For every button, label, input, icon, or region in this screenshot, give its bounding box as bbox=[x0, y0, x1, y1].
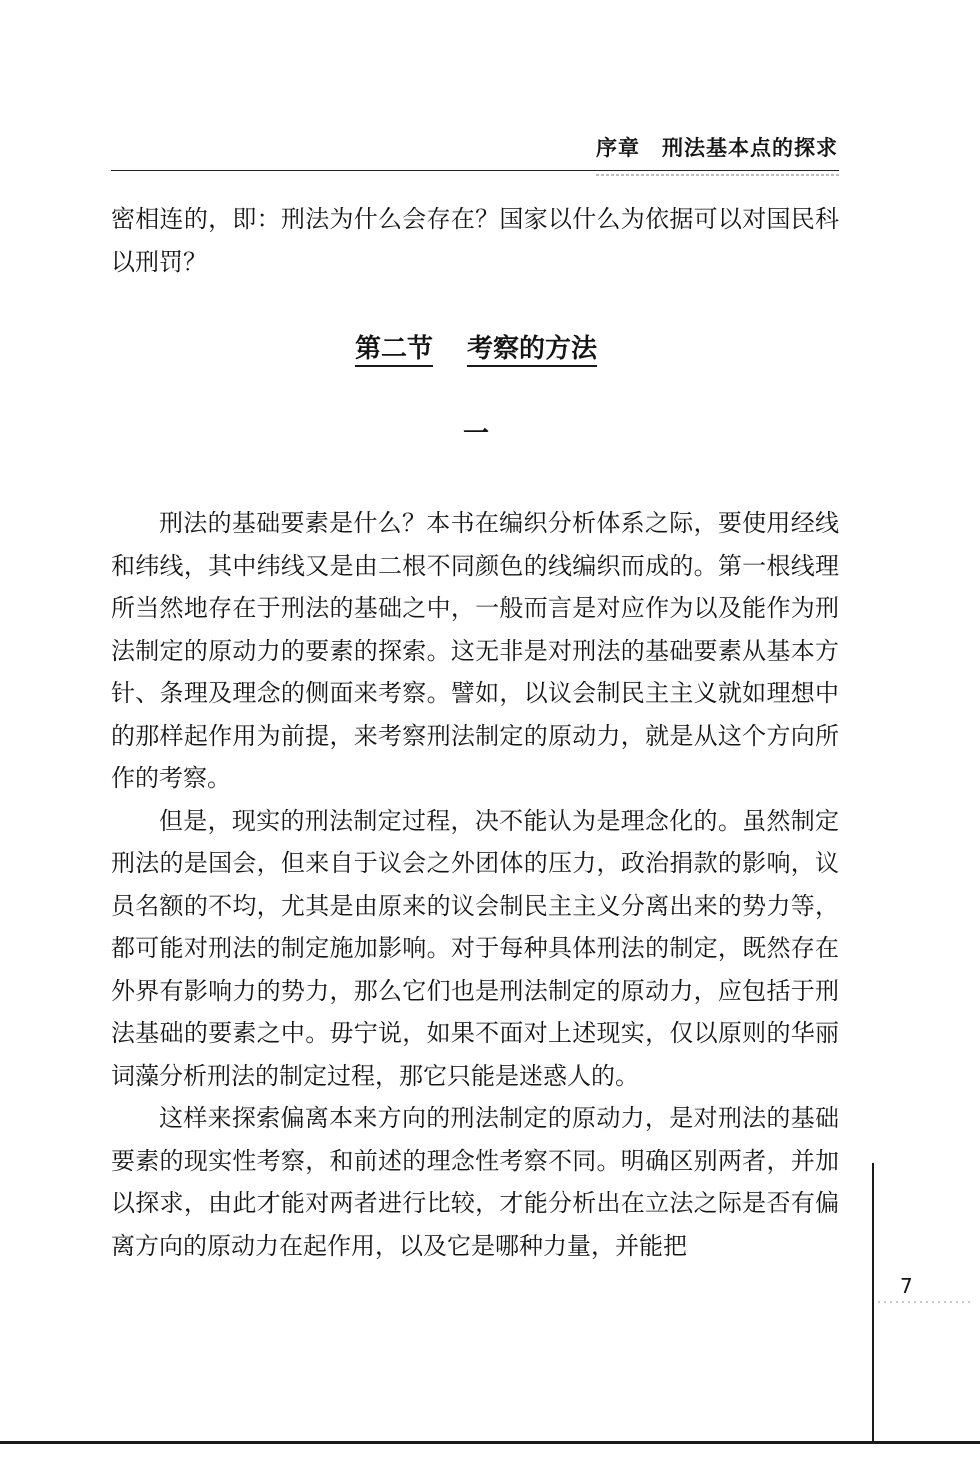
body-paragraphs bbox=[111, 502, 839, 1267]
header-rule bbox=[111, 170, 839, 171]
section-heading bbox=[0, 328, 952, 365]
paragraph-1: 刑法的基础要素是什么？本书在编织分析体系之际，要使用经线和纬线，其中纬线又是由二根不同颜色的线编织而成的。第一根线理所当然地存在于刑法的基础之中，一般而言是对应作为以及能作为刑法制定的原动力的要素的探索。这无非是对刑法的基础要素从基本方针、条理及理念的侧面来考察。譬如，以议会制民主主义就如理想中的那样起作用为前提，来考察刑法制定的原动力，就是从这个方向所作的考察。 bbox=[111, 509, 839, 792]
header-rule-dots bbox=[596, 174, 839, 176]
running-head-chapter: 序章 bbox=[596, 135, 640, 160]
running-head bbox=[596, 132, 838, 162]
subsection-number: 一 bbox=[462, 419, 489, 449]
paragraph-2: 但是，现实的刑法制定过程，决不能认为是理念化的。虽然制定刑法的是国会，但来自于议会之外团体的压力，政治捐款的影响，议员名额的不均，尤其是由原来的议会制民主主义分离出来的势力等，都可能对刑法的制定施加影响。对于每种具体刑法的制定，既然存在外界有影响力的势力，那么它们也是刑法制定的原动力，应包括于刑法基础的要素之中。毋宁说，如果不面对上述现实，仅以原则的华丽词藻分析刑法的制定过程，那它只能是迷惑人的。 bbox=[111, 806, 839, 1090]
page-edge-horizontal bbox=[0, 1441, 980, 1444]
page-edge-vertical bbox=[872, 1163, 874, 1444]
paragraph-3: 这样来探索偏离本来方向的刑法制定的原动力，是对刑法的基础要素的现实性考察，和前述的理念性考察不同。明确区别两者，并加以探求，由此才能对两者进行比较，才能分析出在立法之际是否有偏离方向的原动力在起作用，以及它是哪种力量，并能把 bbox=[111, 1104, 839, 1260]
running-head-title: 刑法基本点的探求 bbox=[662, 135, 838, 160]
page-number-dots bbox=[878, 1301, 970, 1303]
section-number: 第二节 bbox=[355, 334, 433, 367]
section-title: 考察的方法 bbox=[467, 334, 597, 367]
opening-text: 密相连的，即：刑法为什么会存在？国家以什么为依据可以对国民科以刑罚？ bbox=[111, 205, 839, 276]
page-number: 7 bbox=[900, 1274, 913, 1298]
